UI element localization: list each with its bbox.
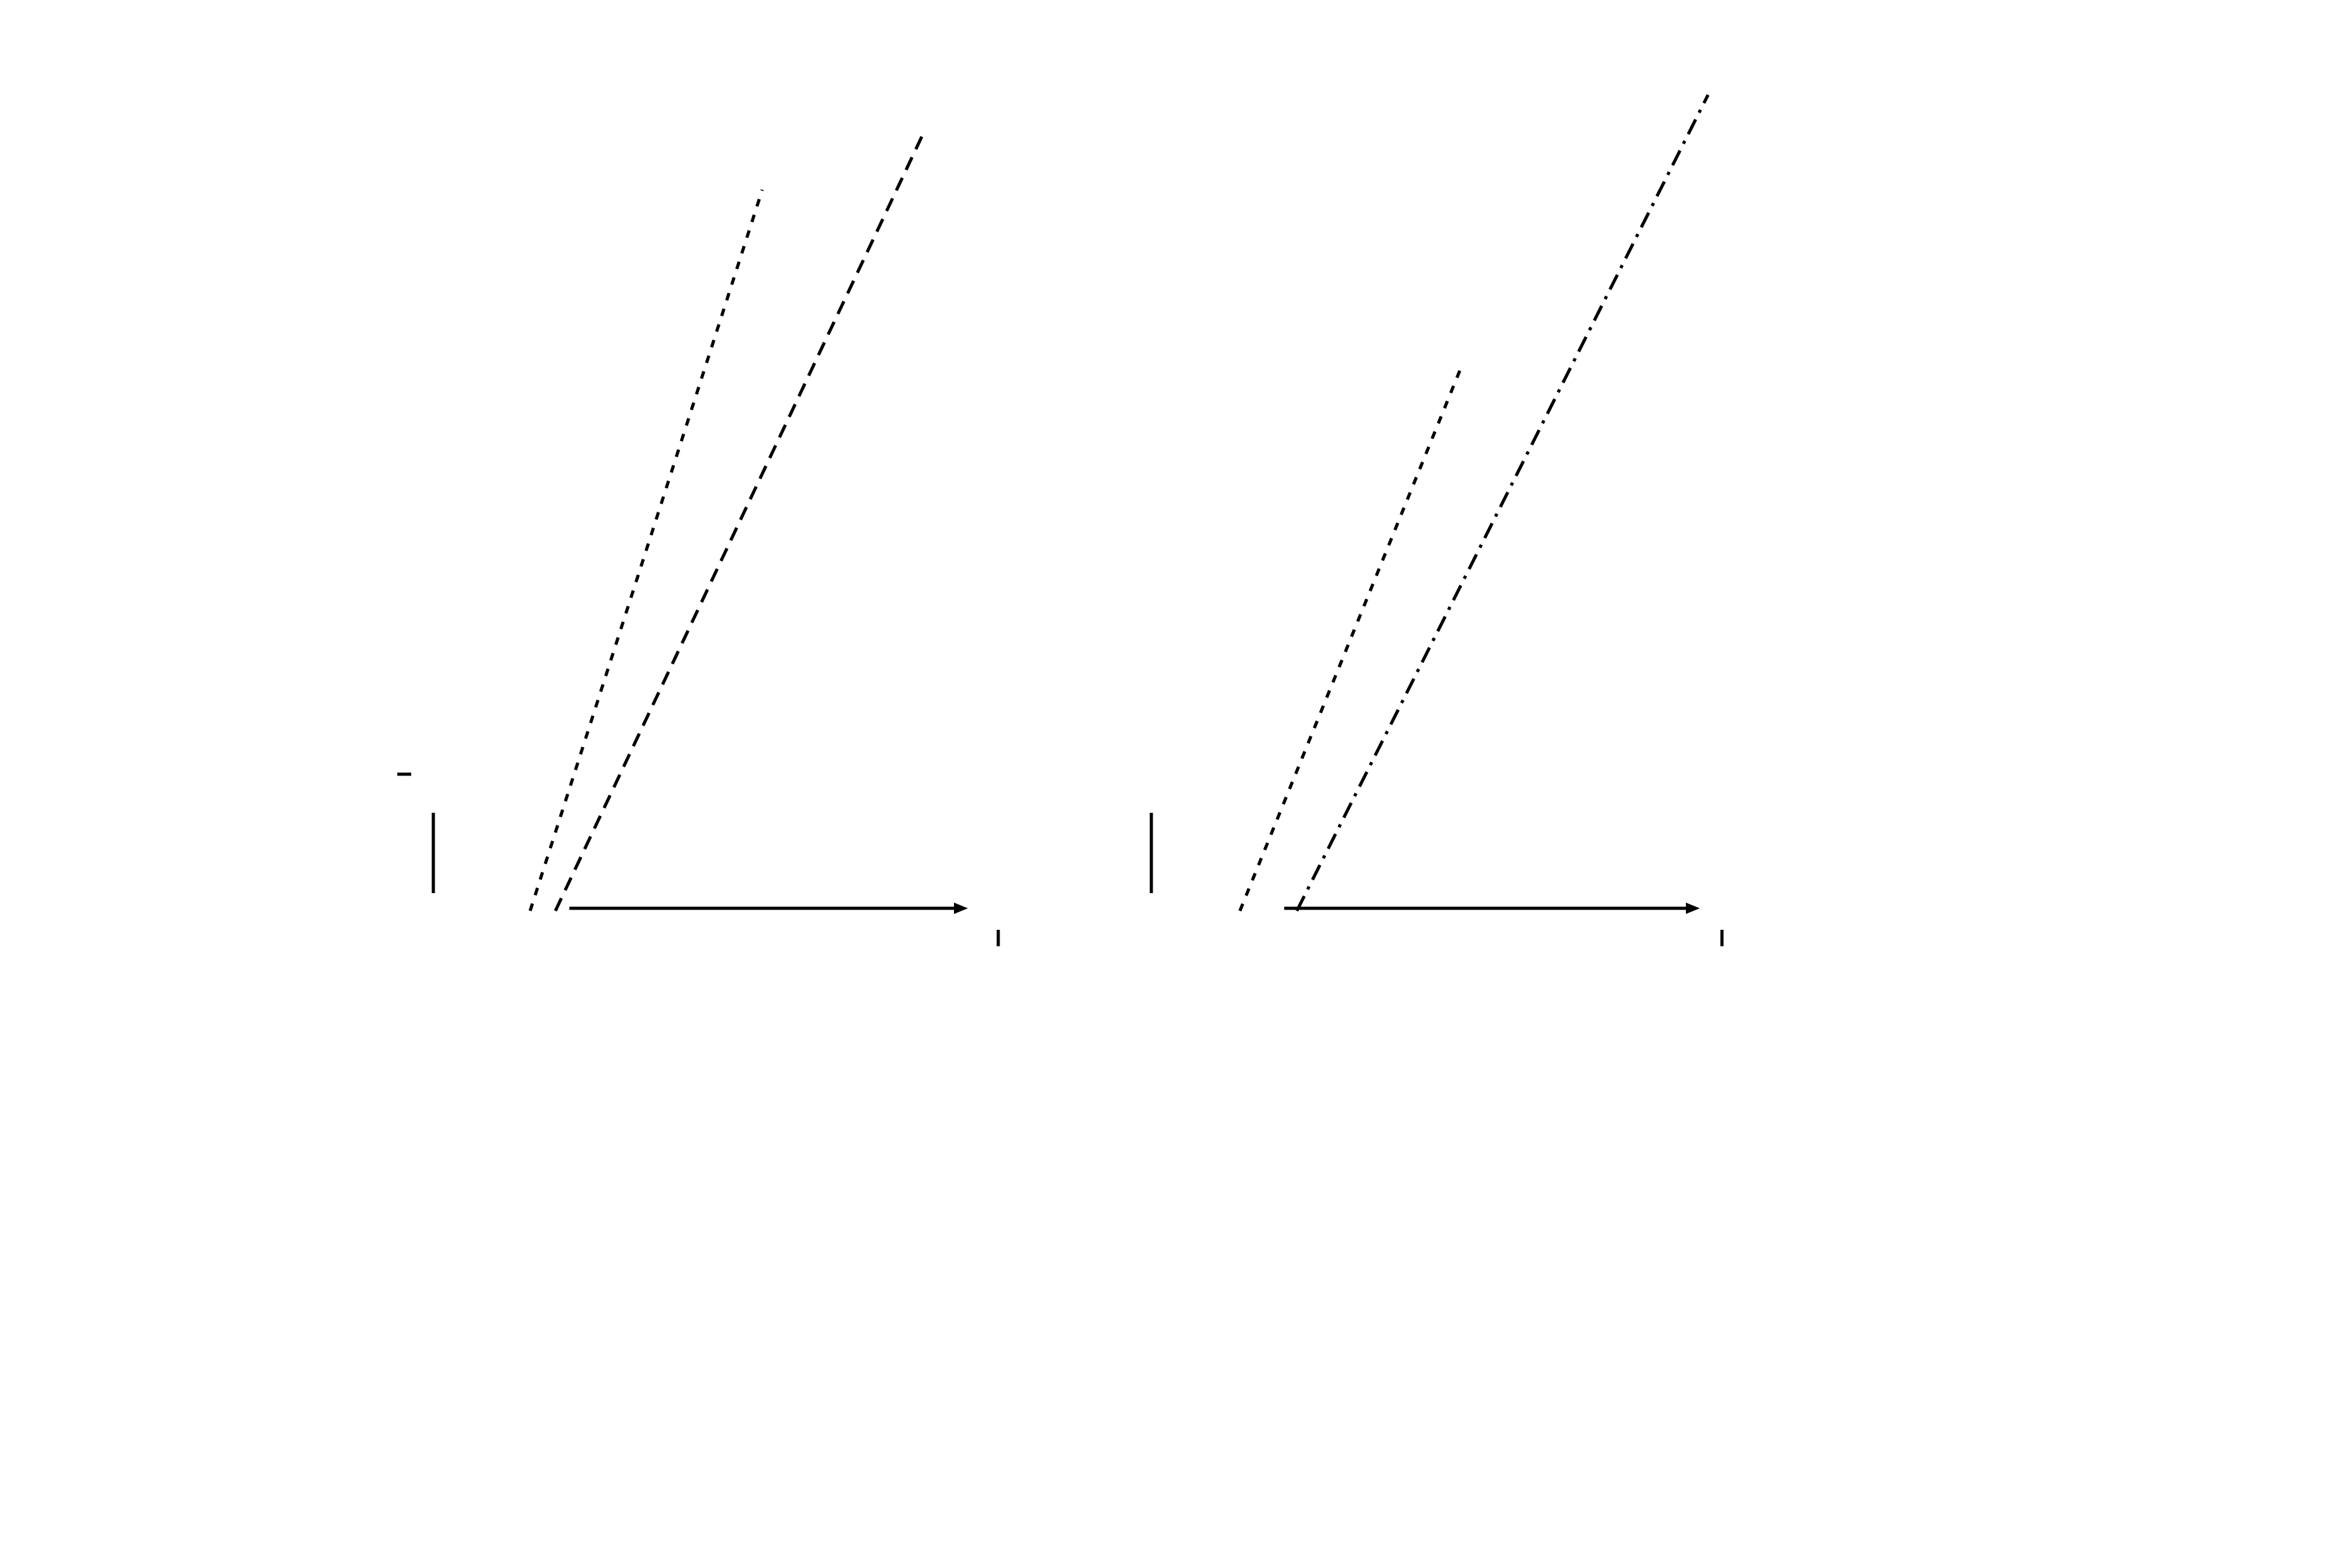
panel-b-trough-line <box>1240 367 1461 911</box>
panel-b-time-arrowhead <box>1686 903 1700 914</box>
panel-a-peak-line <box>555 133 924 911</box>
panel-b-envelope-line <box>1297 95 1708 911</box>
panel-b <box>1151 95 1722 946</box>
panel-a <box>397 133 998 946</box>
panel-a-time-arrowhead <box>954 903 968 914</box>
